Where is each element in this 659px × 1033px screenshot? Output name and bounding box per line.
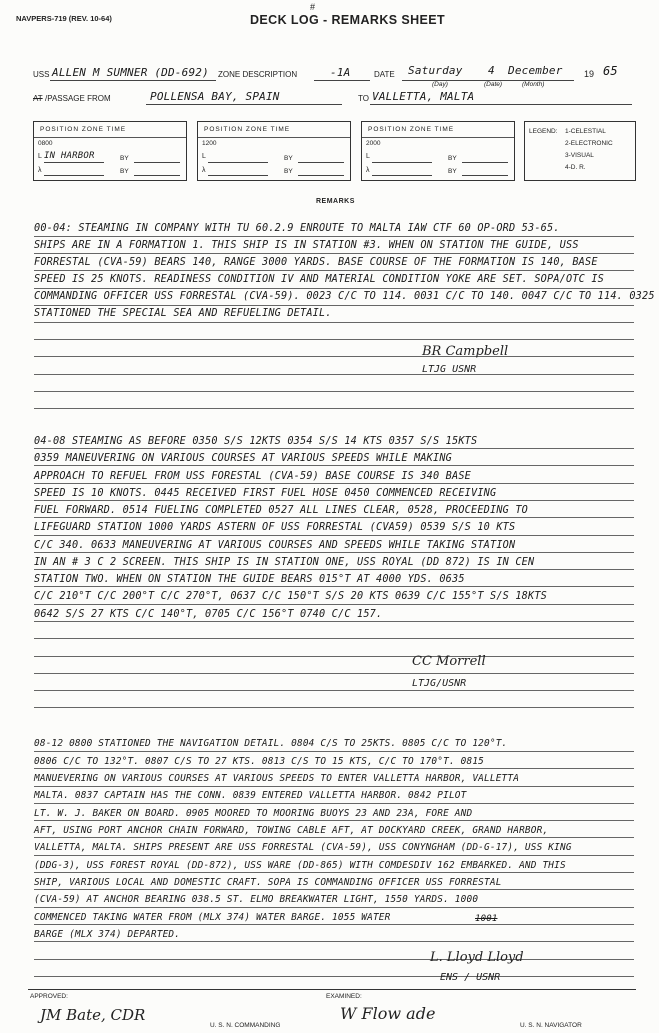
at-struck: AT — [33, 94, 43, 103]
remark-line: 0359 MANEUVERING ON VARIOUS COURSES AT VARIOUS SPEEDS WHILE MAKING — [34, 453, 453, 464]
ruled-line — [34, 941, 634, 942]
ruled-line — [34, 236, 634, 237]
ruled-line — [34, 803, 634, 804]
zone-value: -1A — [330, 66, 351, 79]
ruled-line — [34, 374, 634, 375]
ruled-line — [34, 339, 634, 340]
form-id: NAVPERS-719 (REV. 10-64) — [16, 14, 112, 23]
by-label: BY — [284, 168, 293, 175]
position-box-2000 — [361, 121, 515, 181]
remark-line: 0642 S/S 27 KTS C/C 140°T, 0705 C/C 156°T 0740 C/C 157. — [34, 609, 383, 620]
examined-signature: W Flow ade — [340, 1004, 436, 1023]
date-value: 4 — [488, 64, 495, 77]
by-label: BY — [284, 155, 293, 162]
lambda-label: λ — [38, 167, 42, 174]
remark-line: LT. W. J. BAKER ON BOARD. 0905 MOORED TO MOORING BUOYS 23 AND 23A, FORE AND — [34, 808, 473, 819]
ruled-line — [34, 535, 634, 536]
ruled-line — [34, 305, 634, 306]
ruled-line — [34, 586, 634, 587]
remark-line: FORRESTAL (CVA-59) BEARS 140, RANGE 3000 YARDS. BASE COURSE OF THE FORMATION IS 140, BASE — [34, 257, 598, 268]
remark-line: 08-12 0800 STATIONED THE NAVIGATION DETAIL. 0804 C/S TO 25KTS. 0805 C/C TO 120°T. — [34, 738, 508, 749]
ruled-line — [34, 638, 634, 639]
watch1-rank: LTJG USNR — [422, 364, 477, 375]
legend-item: 4-D. R. — [565, 164, 586, 171]
remark-line: SHIPS ARE IN A FORMATION 1. THIS SHIP IS IN STATION #3. WHEN ON STATION THE GUIDE, USS — [34, 240, 579, 251]
remark-line: SPEED IS 10 KNOTS. 0445 RECEIVED FIRST FUEL HOSE 0450 COMMENCED RECEIVING — [34, 488, 497, 499]
passage-to: VALLETTA, MALTA — [372, 90, 475, 103]
remark-line: BARGE (MLX 374) DEPARTED. — [34, 929, 181, 940]
ruled-line — [34, 356, 634, 357]
by-label: BY — [448, 155, 457, 162]
to-label: TO — [358, 94, 369, 103]
ruled-line — [34, 552, 634, 553]
ruled-line — [34, 322, 634, 323]
remark-line: 00-04: STEAMING IN COMPANY WITH TU 60.2.9 ENROUTE TO MALTA IAW CTF 60 OP-ORD 53-65. — [34, 223, 560, 234]
ruled-line — [34, 924, 634, 925]
remark-line: SHIP, VARIOUS LOCAL AND DOMESTIC CRAFT. SOPA IS COMMANDING OFFICER USS FORRESTAL — [34, 877, 502, 888]
day-value: Saturday — [408, 64, 463, 77]
ruled-line — [34, 907, 634, 908]
position-l-value: IN HARBOR — [44, 151, 95, 161]
position-header: POSITION ZONE TIME — [40, 126, 127, 133]
ruled-line — [34, 604, 634, 605]
watch3-rank: ENS / USNR — [440, 972, 501, 983]
ship-name: ALLEN M SUMNER (DD-692) — [52, 66, 209, 79]
remark-line: FUEL FORWARD. 0514 FUELING COMPLETED 0527 ALL LINES CLEAR, 0528, PROCEEDING TO — [34, 505, 529, 516]
legend-item: 3-VISUAL — [565, 152, 594, 159]
ruled-line — [34, 569, 634, 570]
position-box-1200 — [197, 121, 351, 181]
ruled-line — [34, 517, 634, 518]
struck-time: 1001 — [475, 914, 498, 924]
remarks-header: REMARKS — [316, 198, 355, 205]
lambda-label: λ — [202, 167, 206, 174]
remark-line: STATIONED THE SPECIAL SEA AND REFUELING DETAIL. — [34, 308, 332, 319]
remark-line: (DDG-3), USS FOREST ROYAL (DD-872), USS WARE (DD-865) WITH COMDESDIV 162 EMBARKED. AND THIS — [34, 860, 566, 871]
ruled-line — [34, 408, 634, 409]
examined-role: U. S. N. NAVIGATOR — [520, 1022, 582, 1029]
legend-box — [524, 121, 636, 181]
watch2-signature: CC Morrell — [412, 654, 486, 669]
remark-line: COMMANDING OFFICER USS FORRESTAL (CVA-59). 0023 C/C TO 114. 0031 C/C TO 140. 0047 C/C TO 114. 0325 — [34, 291, 655, 302]
remark-line: COMMENCED TAKING WATER FROM (MLX 374) WATER BARGE. 1055 WATER — [34, 912, 391, 923]
lambda-label: λ — [366, 167, 370, 174]
month-caption: (Month) — [522, 81, 545, 88]
remark-line: AFT, USING PORT ANCHOR CHAIN FORWARD, TOWING CABLE AFT, AT DOCKYARD CREEK, GRAND HARBOR, — [34, 825, 549, 836]
remark-line: MANUEVERING ON VARIOUS COURSES AT VARIOUS SPEEDS TO ENTER VALLETTA HARBOR, VALLETTA — [34, 773, 520, 784]
ruled-line — [34, 500, 634, 501]
ruled-line — [34, 837, 634, 838]
month-value: December — [508, 64, 563, 77]
legend-item: 2-ELECTRONIC — [565, 140, 613, 147]
legend-item: 1-CELESTIAL — [565, 128, 606, 135]
position-header: POSITION ZONE TIME — [368, 126, 455, 133]
day-caption: (Day) — [432, 81, 448, 88]
ruled-line — [34, 288, 634, 289]
l-label: L — [38, 153, 42, 160]
remark-line: C/C 210°T C/C 200°T C/C 270°T, 0637 C/C 150°T S/S 20 KTS 0639 C/C 155°T S/S 18KTS — [34, 591, 548, 602]
passage-from: POLLENSA BAY, SPAIN — [150, 90, 280, 103]
ruled-line — [34, 751, 634, 752]
l-label: L — [202, 153, 206, 160]
remark-line: 04-08 STEAMING AS BEFORE 0350 S/S 12KTS 0354 S/S 14 KTS 0357 S/S 15KTS — [34, 436, 478, 447]
ruled-line — [34, 465, 634, 466]
ruled-line — [34, 768, 634, 769]
examined-label: EXAMINED: — [326, 993, 362, 1000]
position-box-0800 — [33, 121, 187, 181]
watch1-signature: BR Campbell — [422, 344, 509, 359]
approved-role: U. S. N. COMMANDING — [210, 1022, 281, 1029]
ruled-line — [34, 889, 634, 890]
legend-title: LEGEND: — [529, 128, 558, 135]
by-label: BY — [120, 155, 129, 162]
watch2-rank: LTJG/USNR — [412, 678, 467, 689]
remark-line: 0806 C/C TO 132°T. 0807 C/S TO 27 KTS. 0813 C/S TO 15 KTS, C/C TO 170°T. 0815 — [34, 756, 485, 767]
ruled-line — [34, 253, 634, 254]
position-time: 2000 — [366, 140, 381, 147]
ruled-line — [34, 448, 634, 449]
approved-label: APPROVED: — [30, 993, 68, 1000]
remark-line: VALLETTA, MALTA. SHIPS PRESENT ARE USS FORRESTAL (CVA-59), USS CONYNGHAM (DD-G-17), USS KING — [34, 842, 572, 853]
year-value: 65 — [603, 64, 618, 78]
position-header: POSITION ZONE TIME — [204, 126, 291, 133]
remark-line: C/C 340. 0633 MANEUVERING AT VARIOUS COURSES AND SPEEDS WHILE TAKING STATION — [34, 540, 516, 551]
ruled-line — [34, 707, 634, 708]
position-time: 1200 — [202, 140, 217, 147]
ruled-line — [34, 976, 634, 977]
top-mark: # — [310, 2, 316, 12]
ruled-line — [34, 959, 634, 960]
ruled-line — [34, 656, 634, 657]
ruled-line — [34, 872, 634, 873]
remark-line: SPEED IS 25 KNOTS. READINESS CONDITION IV AND MATERIAL CONDITION YOKE ARE SET. SOPA/OTC IS — [34, 274, 605, 285]
ruled-line — [34, 786, 634, 787]
date-label: DATE — [374, 70, 395, 79]
page-title: DECK LOG - REMARKS SHEET — [250, 13, 446, 27]
ruled-line — [34, 621, 634, 622]
remark-line: LIFEGUARD STATION 1000 YARDS ASTERN OF USS FORRESTAL (CVA59) 0539 S/S 10 KTS — [34, 522, 516, 533]
ruled-line — [34, 270, 634, 271]
by-label: BY — [120, 168, 129, 175]
passage-label: /PASSAGE FROM — [45, 94, 111, 103]
ruled-line — [34, 820, 634, 821]
uss-label: USS — [33, 70, 50, 79]
ruled-line — [34, 391, 634, 392]
ruled-line — [34, 690, 634, 691]
watch3-signature: L. Lloyd Lloyd — [430, 950, 524, 965]
date-caption: (Date) — [484, 81, 503, 88]
ruled-line — [34, 483, 634, 484]
l-label: L — [366, 153, 370, 160]
remark-line: MALTA. 0837 CAPTAIN HAS THE CONN. 0839 ENTERED VALLETTA HARBOR. 0842 PILOT — [34, 790, 467, 801]
zone-label: ZONE DESCRIPTION — [218, 70, 298, 79]
position-time: 0800 — [38, 140, 53, 147]
ruled-line — [34, 673, 634, 674]
year-prefix: 19 — [584, 69, 595, 79]
by-label: BY — [448, 168, 457, 175]
remark-line: (CVA-59) AT ANCHOR BEARING 038.5 ST. ELMO BREAKWATER LIGHT, 1550 YARDS. 1000 — [34, 894, 479, 905]
remark-line: STATION TWO. WHEN ON STATION THE GUIDE BEARS 015°T AT 4000 YDS. 0635 — [34, 574, 465, 585]
remark-line: IN AN # 3 C 2 SCREEN. THIS SHIP IS IN STATION ONE, USS ROYAL (DD 872) IS IN CEN — [34, 557, 535, 568]
remark-line: APPROACH TO REFUEL FROM USS FORESTAL (CVA-59) BASE COURSE IS 340 BASE — [34, 471, 472, 482]
approved-signature: JM Bate, CDR — [40, 1006, 146, 1024]
ruled-line — [34, 855, 634, 856]
